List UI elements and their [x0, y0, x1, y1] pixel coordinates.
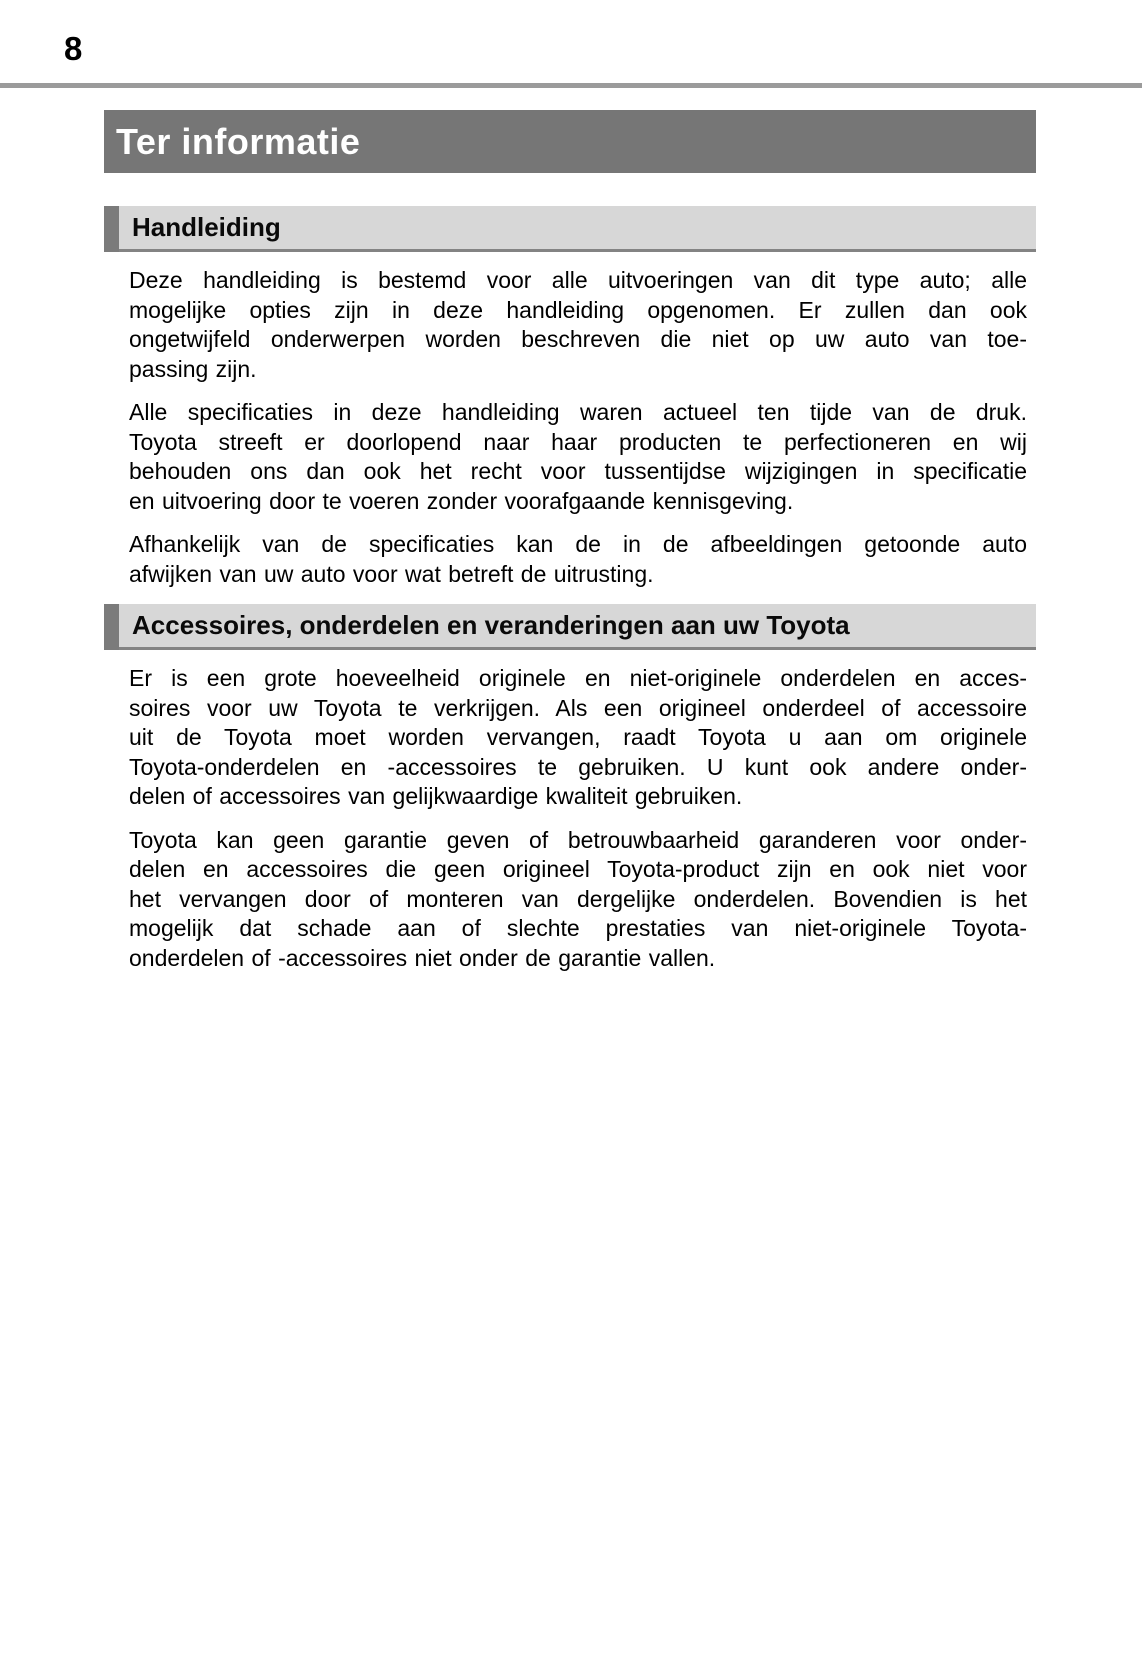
body-paragraph — [104, 664, 1036, 812]
text-line: ongetwijfeld onderwerpen worden beschreven die niet op uw auto van toe- — [129, 326, 1027, 352]
text-line: mogelijke opties zijn in deze handleiding opgenomen. Er zullen dan ook — [129, 296, 1027, 323]
section-header-bar — [104, 604, 1036, 650]
text-line: delen en accessoires die geen origineel Toyota-product zijn en ook niet voor — [129, 856, 1027, 882]
section-heading: Handleiding — [132, 212, 281, 242]
section-header-bar — [104, 206, 1036, 252]
section — [104, 206, 1036, 589]
section — [104, 604, 1036, 973]
text-line: Er is een grote hoeveelheid originele en niet-originele onderdelen en acces- — [129, 665, 1027, 691]
text-line: het vervangen door of monteren van dergelijke onderdelen. Bovendien is het — [129, 885, 1027, 912]
text-line: Afhankelijk van de specificaties kan de in de afbeeldingen getoonde auto — [129, 531, 1027, 557]
body-paragraph — [104, 398, 1036, 516]
section-accent-marker — [104, 206, 119, 252]
chapter-title-banner — [104, 110, 1036, 173]
text-line: Toyota kan geen garantie geven of betrouwbaarheid garanderen voor onder- — [129, 826, 1027, 853]
section-heading: Accessoires, onderdelen en veranderingen aan uw Toyota — [132, 610, 850, 640]
text-line: delen of accessoires van gelijkwaardige kwaliteit gebruiken. — [129, 783, 743, 809]
text-line: Alle specificaties in deze handleiding waren actueel ten tijde van de druk. — [129, 399, 1027, 425]
text-line: mogelijk dat schade aan of slechte prestaties van niet-originele Toyota- — [129, 915, 1027, 941]
content-column — [104, 110, 1036, 973]
text-line: onderdelen of -accessoires niet onder de garantie vallen. — [129, 944, 716, 971]
text-line: Toyota streeft er doorlopend naar haar producten te perfectioneren en wij — [129, 428, 1027, 455]
text-line: Deze handleiding is bestemd voor alle uitvoeringen van dit type auto; alle — [129, 267, 1027, 293]
chapter-title: Ter informatie — [116, 120, 361, 162]
sections-container — [104, 206, 1036, 973]
text-line: uit de Toyota moet worden vervangen, raadt Toyota u aan om originele — [129, 724, 1027, 750]
text-line: passing zijn. — [129, 355, 257, 382]
section-label-area — [119, 604, 1036, 650]
body-paragraph — [104, 826, 1036, 974]
body-paragraph — [104, 530, 1036, 589]
text-line: en uitvoering door te voeren zonder voorafgaande kennisgeving. — [129, 487, 794, 514]
text-line: Toyota-onderdelen en -accessoires te gebruiken. U kunt ook andere onder- — [129, 753, 1027, 780]
page-number: 8 — [64, 30, 83, 67]
text-line: soires voor uw Toyota te verkrijgen. Als een origineel onderdeel of accessoire — [129, 694, 1027, 721]
section-label-area — [119, 206, 1036, 252]
header-rule — [0, 83, 1142, 88]
body-paragraph — [104, 266, 1036, 384]
text-line: afwijken van uw auto voor wat betreft de uitrusting. — [129, 560, 654, 587]
section-accent-marker — [104, 604, 119, 650]
text-line: behouden ons dan ook het recht voor tussentijdse wijzigingen in specificatie — [129, 458, 1027, 484]
